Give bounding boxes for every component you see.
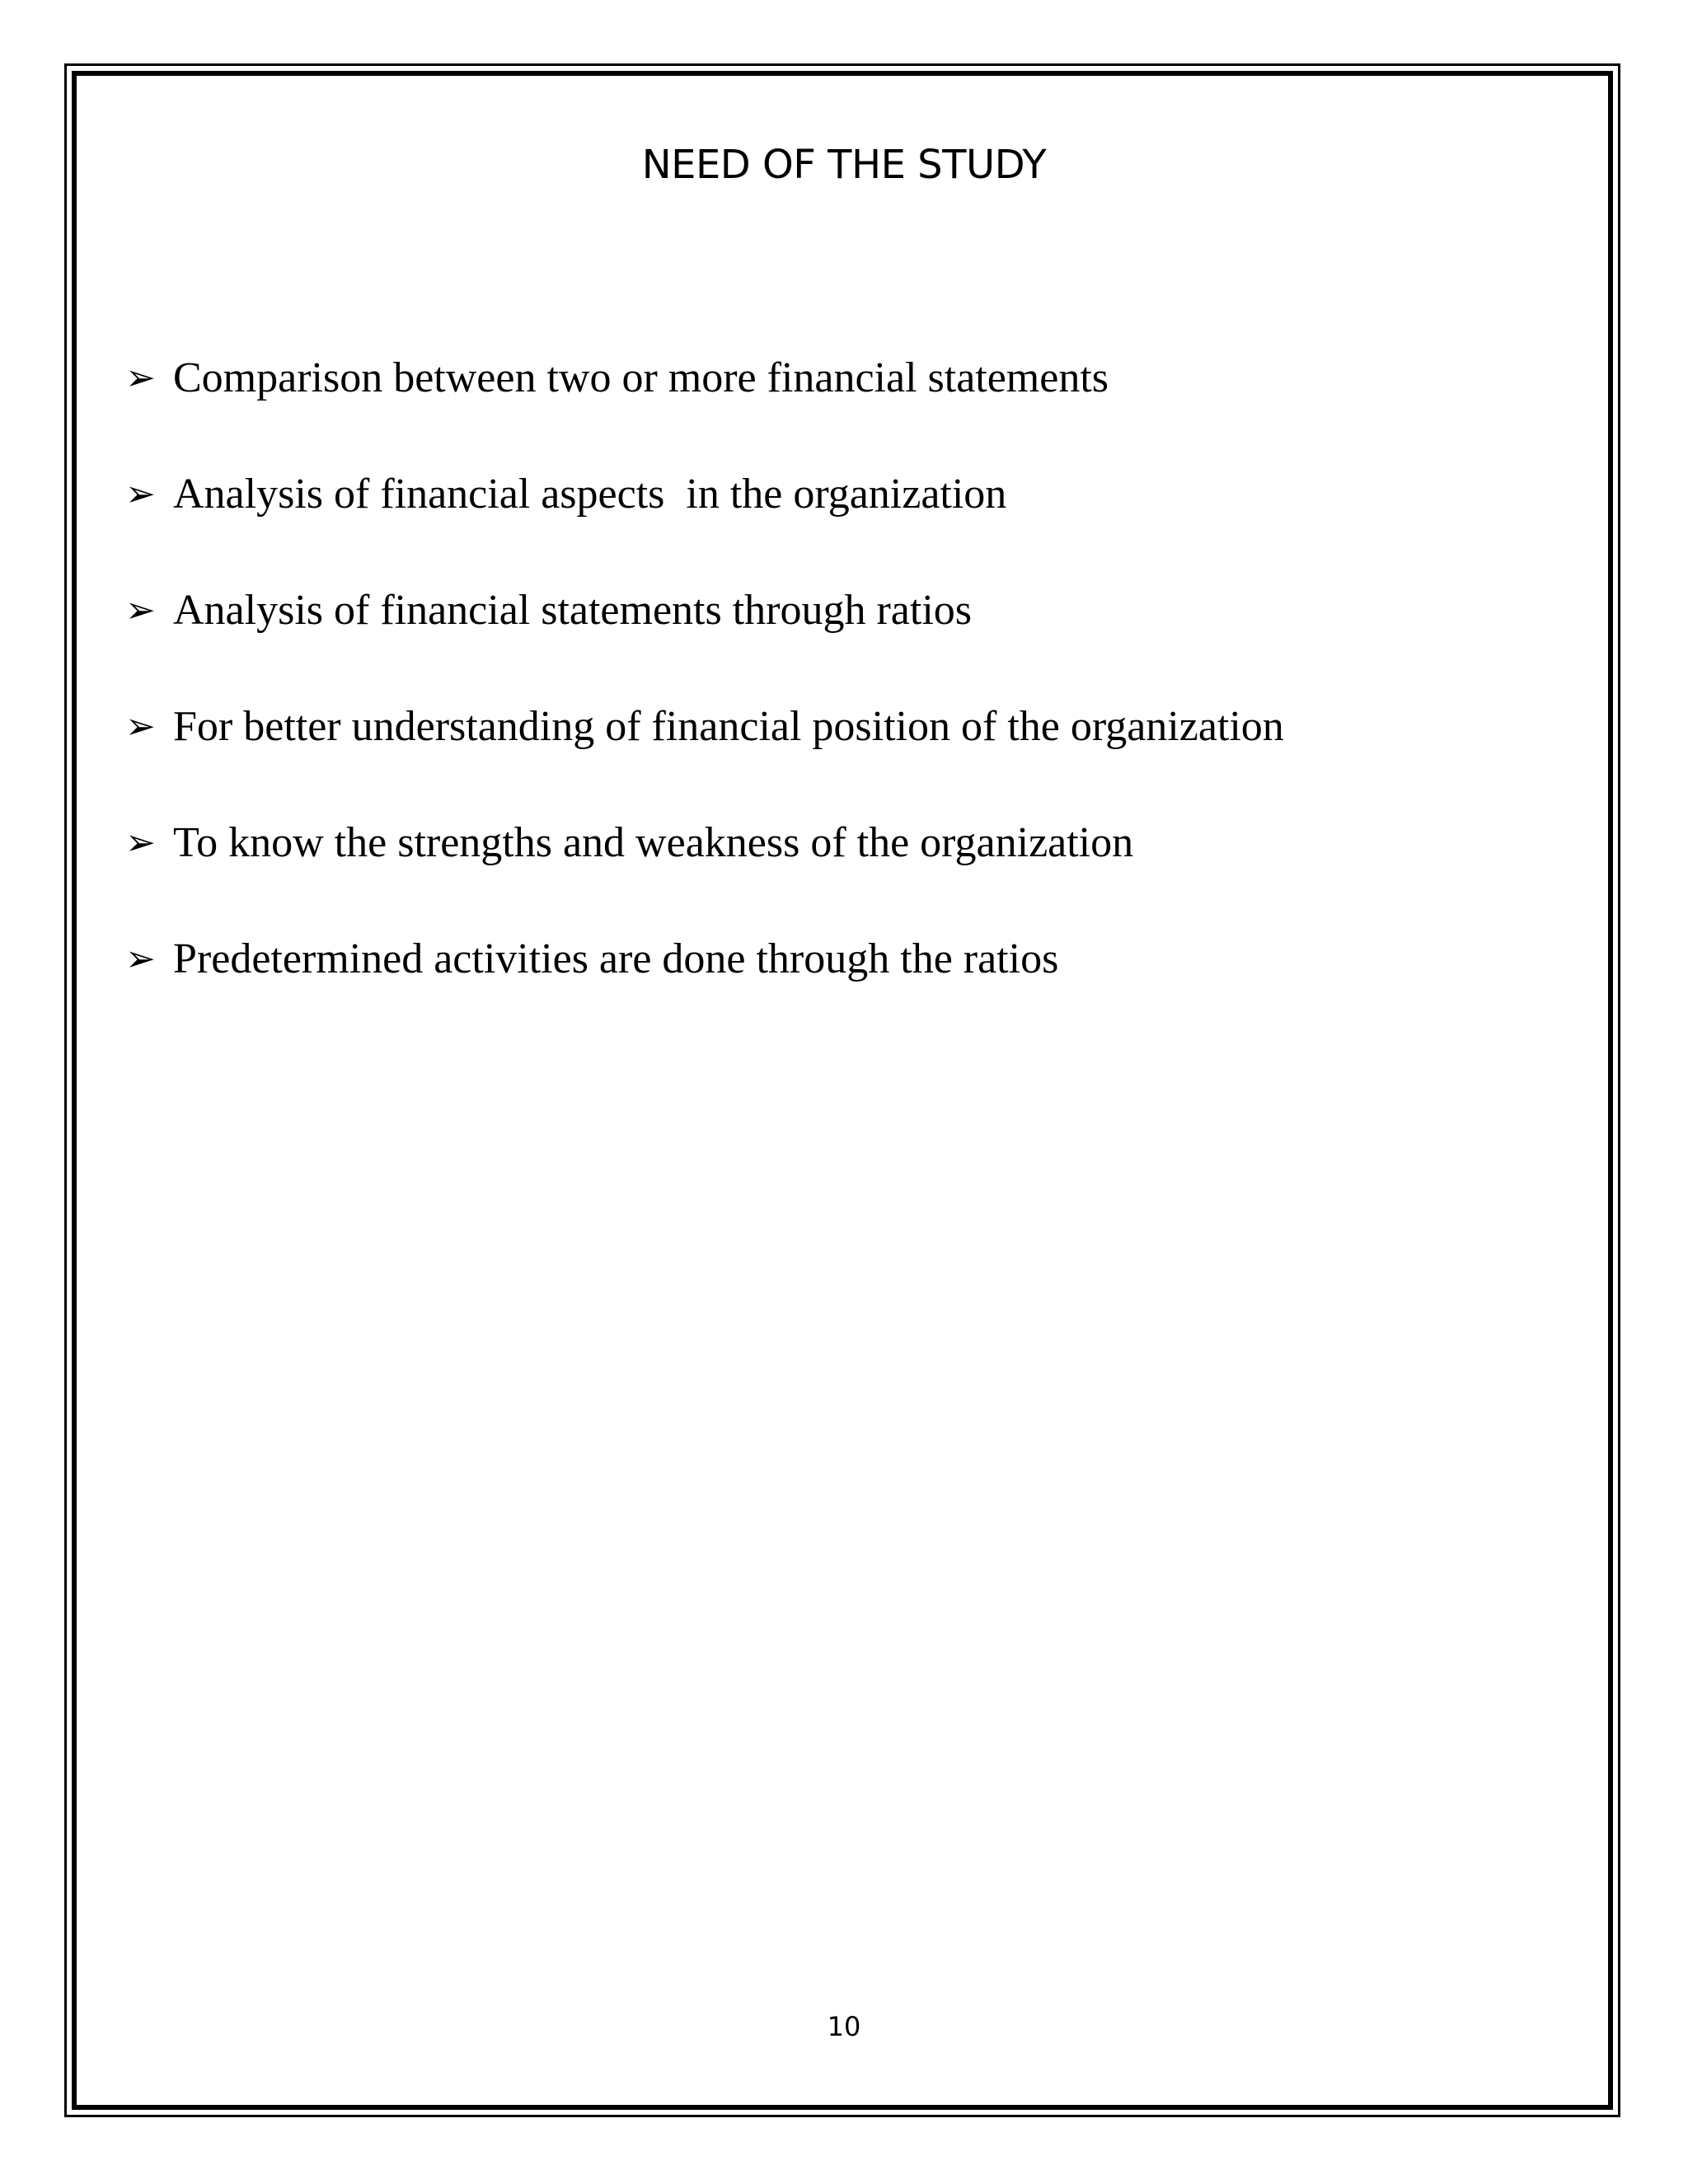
list-item-text: Predetermined activities are done through the ratios <box>173 935 1059 982</box>
arrowhead-bullet-icon: ➢ <box>125 822 156 864</box>
list-item-text: To know the strengths and weakness of the organization <box>173 819 1134 866</box>
list-item <box>125 901 1284 1017</box>
arrowhead-bullet-icon: ➢ <box>125 705 156 748</box>
arrowhead-bullet-icon: ➢ <box>125 357 156 399</box>
arrowhead-bullet-icon: ➢ <box>125 589 156 631</box>
page-number: 10 <box>827 2011 861 2042</box>
list-item <box>125 552 1284 668</box>
list-item-text: For better understanding of financial position of the organization <box>173 703 1284 750</box>
list-item <box>125 436 1284 552</box>
arrowhead-bullet-icon: ➢ <box>125 473 156 515</box>
list-item-text: Analysis of financial aspects in the organization <box>173 471 1007 518</box>
list-item <box>125 320 1284 436</box>
list-item <box>125 668 1284 785</box>
page-title: NEED OF THE STUDY <box>641 142 1047 188</box>
list-item <box>125 785 1284 901</box>
list-item-text: Analysis of financial statements through ratios <box>173 587 973 634</box>
list-item-text: Comparison between two or more financial statements <box>173 354 1109 401</box>
bullet-list <box>125 320 1284 1017</box>
arrowhead-bullet-icon: ➢ <box>125 938 156 980</box>
